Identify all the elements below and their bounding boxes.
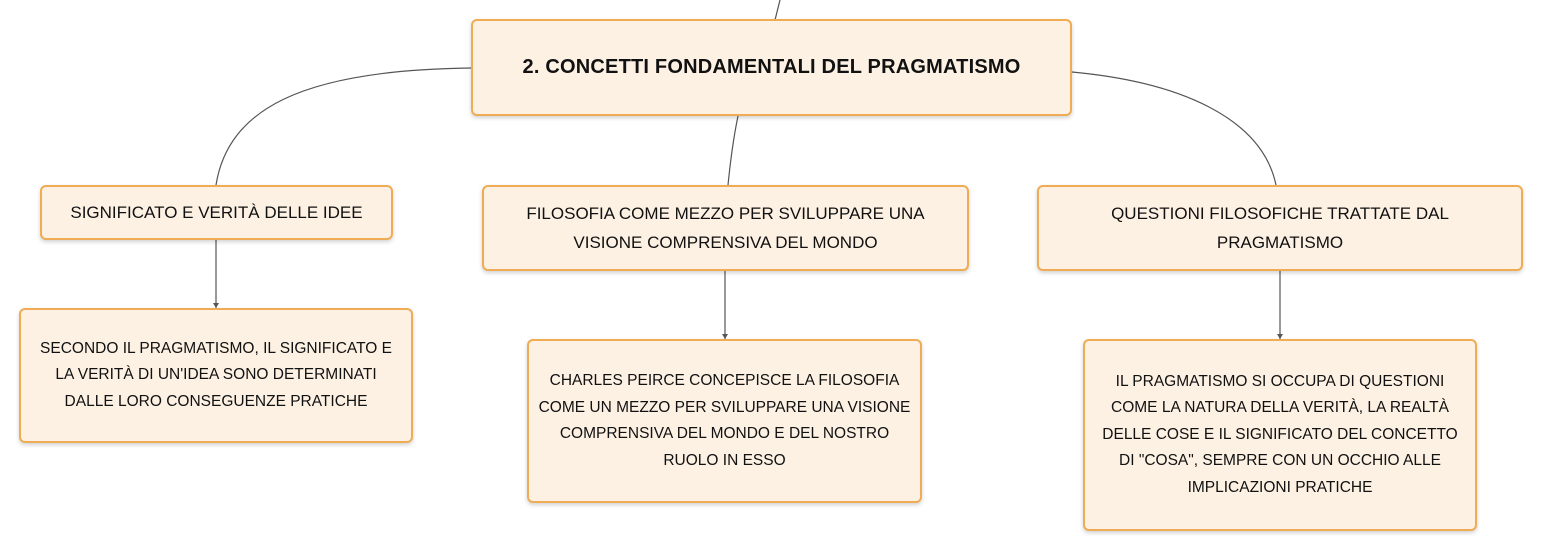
connector-root-to-branch-1: [216, 68, 471, 185]
leaf-text: SECONDO IL PRAGMATISMO, IL SIGNIFICATO E LA VERITÀ DI UN'IDEA SONO DETERMINATI DALLE LORO CONSEGUENZE PRATICHE: [40, 339, 392, 410]
branch-node-filosofia[interactable]: [482, 185, 969, 271]
leaf-text: IL PRAGMATISMO SI OCCUPA DI QUESTIONI COME LA NATURA DELLA VERITÀ, LA REALTÀ DELLE COSE E IL SIGNIFICATO DEL CONCETTO DI "COSA", SEMPRE CON UN OCCHIO ALLE IMPLICAZIONI PRATICHE: [1102, 372, 1458, 496]
connector-root-to-branch-3: [1072, 72, 1276, 185]
leaf-node-significato[interactable]: [19, 308, 413, 443]
leaf-node-questioni[interactable]: [1083, 339, 1477, 531]
connector-root-to-branch-2: [728, 116, 738, 185]
branch-label: QUESTIONI FILOSOFICHE TRATTATE DAL PRAGMATISMO: [1111, 204, 1449, 252]
root-topic-node[interactable]: [471, 19, 1072, 116]
leaf-text: CHARLES PEIRCE CONCEPISCE LA FILOSOFIA COME UN MEZZO PER SVILUPPARE UNA VISIONE COMPRENSIVA DEL MONDO E DEL NOSTRO RUOLO IN ESSO: [538, 372, 911, 469]
branch-node-questioni[interactable]: [1037, 185, 1523, 271]
branch-node-significato[interactable]: [40, 185, 393, 240]
branch-label: FILOSOFIA COME MEZZO PER SVILUPPARE UNA VISIONE COMPRENSIVA DEL MONDO: [526, 204, 925, 252]
root-topic-label: 2. CONCETTI FONDAMENTALI DEL PRAGMATISMO: [522, 56, 1021, 78]
leaf-node-filosofia[interactable]: [527, 339, 922, 503]
connector-parent-to-root: [775, 0, 780, 20]
branch-label: SIGNIFICATO E VERITÀ DELLE IDEE: [70, 203, 363, 222]
